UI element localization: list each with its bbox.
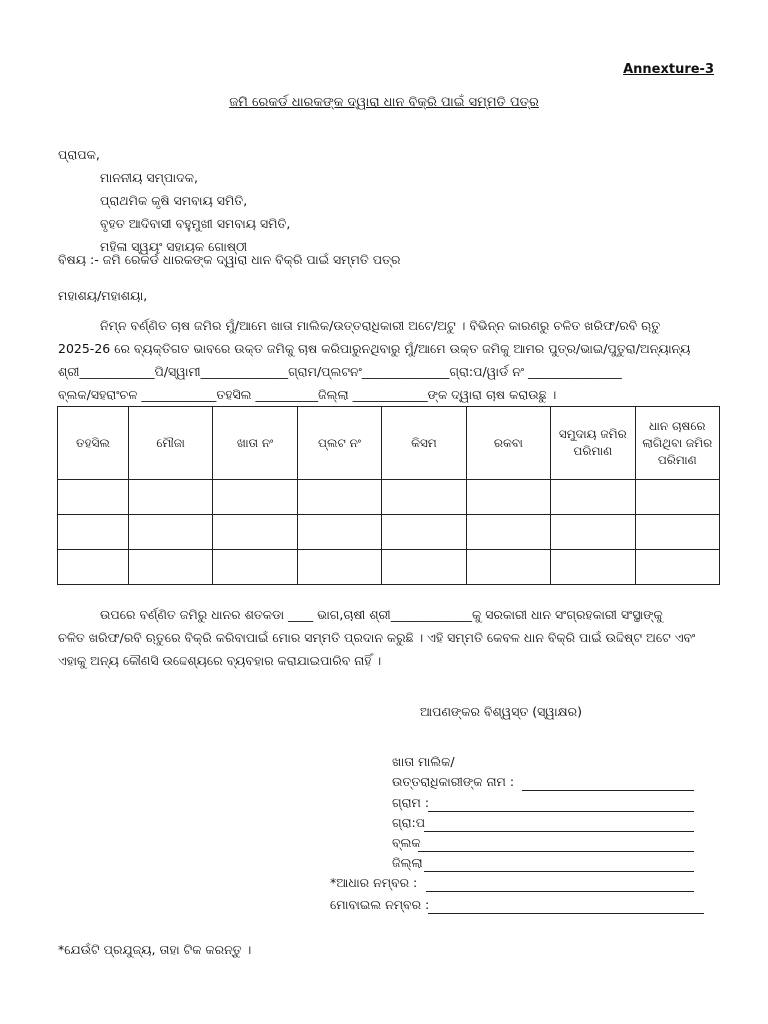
consent-line: ଚଳିତ ଖରିଫ/ରବି ଋତୁରେ ବିକ୍ରି କରିବାପାଇଁ ମୋର ସମ୍ମତି ପ୍ରଦାନ କରୁଛି । ଏହି ସମ୍ମତି କେବଳ ଧାନ ବିକ୍ରି ପାଇଁ ଉଦ୍ଦିଷ୍ଟ ଅଟେ ଏବଂ [58, 630, 696, 645]
table-cell[interactable] [466, 515, 550, 550]
owner-label: ଖାତା ମାଲିକ/ [392, 754, 455, 769]
column-header-rakaba: ରକବା [466, 407, 550, 480]
column-header-paddy-area: ଧାନ ଚାଷରେ ଲାଗିଥିବା ଜମିର ପରିମାଣ [635, 407, 719, 480]
recipient-line: ମହିଳା ସ୍ୱୟଂ ସହାୟକ ଗୋଷ୍ଠୀ [100, 239, 248, 254]
table-cell[interactable] [213, 550, 297, 585]
table-cell[interactable] [551, 550, 635, 585]
table-cell[interactable] [58, 480, 129, 515]
village-line[interactable] [428, 811, 694, 812]
land-details-table [57, 406, 720, 585]
district-label: ଜିଲ୍ଲା [392, 855, 423, 870]
table-row [58, 515, 720, 550]
heir-name-line[interactable] [522, 790, 694, 791]
column-header-khata-no: ଖାତା ନଂ [213, 407, 297, 480]
district-line[interactable] [424, 871, 694, 872]
body-paragraph [58, 314, 718, 406]
heir-name-label: ଉତ୍ତରାଧିକାରୀଙ୍କ ନାମ : [392, 774, 515, 789]
block-label: ବ୍ଲକ [392, 835, 421, 850]
table-row [58, 550, 720, 585]
mobile-label: ମୋବାଇଲ ନମ୍ବର : [330, 897, 430, 912]
table-cell[interactable] [635, 480, 719, 515]
recipient-line: ବୃହତ ଆଦିବାସୀ ବହୁମୁଖୀ ସମବାୟ ସମିତି, [100, 216, 291, 231]
body-line: ନିମ୍ନ ବର୍ଣ୍ଣିତ ଚାଷ ଜମିର ମୁଁ/ଆମେ ଖାତା ମାଲିକ/ଉତ୍ତରାଧିକାରୀ ଅଟେ/ଅଟୁ । ବିଭିନ୍ନ କାରଣରୁ ଚଳିତ ଖରିଫ/ରବି ଋତୁ [100, 318, 661, 333]
footnote [58, 938, 718, 961]
table-cell[interactable] [128, 550, 212, 585]
consent-line: ଉପରେ ବର୍ଣ୍ଣିତ ଜମିରୁ ଧାନର ଶତକଡା ____ ଭାଗ,ଚାଷୀ ଶ୍ରୀ_____________କୁ ସରକାରୀ ଧାନ ସଂଗ୍ରହକାରୀ ସଂସ୍ଥାଙ୍କୁ [100, 607, 663, 622]
table-cell[interactable] [382, 550, 466, 585]
body-line: 2025-26 ରେ ବ୍ୟକ୍ତିଗତ ଭାବରେ ଉକ୍ତ ଜମିକୁ ଚାଷ କରିପାରୁନଥିବାରୁ ମୁଁ/ଆମେ ଉକ୍ତ ଜମିକୁ ଆମର ପୁତ୍ର/ଭାଇ/ପୁତୁରା/ଅନ୍ୟାନ୍ୟ [58, 341, 691, 356]
subject-text: ବିଷୟ :- ଜମି ରେକର୍ଡ ଧାରକଙ୍କ ଦ୍ୱାରା ଧାନ ବିକ୍ରି ପାଇଁ ସମ୍ମତି ପତ୍ର [58, 252, 401, 267]
table-cell[interactable] [382, 515, 466, 550]
mobile-line[interactable] [428, 913, 704, 914]
salutation-text: ମହାଶୟ/ମହାଶୟା, [58, 288, 148, 303]
table-cell[interactable] [297, 480, 381, 515]
table-cell[interactable] [213, 515, 297, 550]
column-header-kisam: କିସମ [382, 407, 466, 480]
recipient-label: ପ୍ରାପକ, [58, 147, 100, 162]
footnote-text: *ଯେଉଁଟି ପ୍ରଯୁଜ୍ୟ, ତାହା ଟିକ କରନ୍ତୁ । [58, 942, 252, 957]
table-cell[interactable] [128, 480, 212, 515]
closing-text: ଆପଣଙ୍କର ବିଶ୍ୱସ୍ତ (ସ୍ୱାକ୍ଷର) [420, 704, 583, 719]
aadhaar-label: *ଆଧାର ନମ୍ବର : [330, 875, 418, 890]
table-cell[interactable] [466, 550, 550, 585]
block-line[interactable] [418, 851, 694, 852]
table-cell[interactable] [297, 515, 381, 550]
table-cell[interactable] [635, 550, 719, 585]
document-title: ଜମି ରେକର୍ଡ ଧାରକଙ୍କ ଦ୍ୱାରା ଧାନ ବିକ୍ରି ପାଇଁ ସମ୍ମତି ପତ୍ର [229, 95, 539, 110]
table-header-row [58, 407, 720, 480]
column-header-tahasil: ତହସିଲ [58, 407, 129, 480]
table-cell[interactable] [213, 480, 297, 515]
consent-paragraph [58, 603, 718, 672]
table-cell[interactable] [128, 515, 212, 550]
gram-panchayat-line[interactable] [424, 831, 694, 832]
table-cell[interactable] [551, 515, 635, 550]
table-cell[interactable] [382, 480, 466, 515]
recipient-line: ପ୍ରାଥମିକ କୃଷି ସମବାୟ ସମିତି, [100, 193, 248, 208]
table-cell[interactable] [635, 515, 719, 550]
column-header-plot-no: ପ୍ଲଟ ନଂ [297, 407, 381, 480]
body-line: ବ୍ଲକ/ସହରାଂଚଳ ____________ତହସିଲ __________ଜିଲ୍ଲା ____________ଙ୍କ ଦ୍ୱାରା ଚାଷ କରାଉଛୁ । [58, 387, 557, 402]
aadhaar-line[interactable] [426, 891, 694, 892]
village-label: ଗ୍ରାମ : [392, 795, 430, 810]
table-cell[interactable] [58, 515, 129, 550]
gram-panchayat-label: ଗ୍ରା:ପ [392, 815, 426, 830]
annexure-label: Annexture-3 [623, 62, 714, 77]
table-cell[interactable] [466, 480, 550, 515]
table-row [58, 480, 720, 515]
salutation [58, 284, 718, 307]
table-cell[interactable] [58, 550, 129, 585]
subject-line [58, 248, 718, 271]
column-header-total-area: ସମୁଦାୟ ଜମିର ପରିମାଣ [551, 407, 635, 480]
consent-line: ଏହାକୁ ଅନ୍ୟ କୌଣସି ଉଦ୍ଦେଶ୍ୟରେ ବ୍ୟବହାର କରାଯାଇପାରିବ ନାହିଁ । [58, 653, 382, 668]
table-cell[interactable] [551, 480, 635, 515]
recipient-line: ମାନନୀୟ ସମ୍ପାଦକ, [100, 170, 198, 185]
table-cell[interactable] [297, 550, 381, 585]
body-line: ଶ୍ରୀ____________ପି/ସ୍ୱାମୀ______________ଗ୍ରାମ/ପ୍ଲଟନଂ______________ଗ୍ରା:ପ/ୱାର୍ଡ ନଂ _______________ [58, 364, 622, 379]
column-header-mouza: ମୌଜା [128, 407, 212, 480]
recipient-block [58, 143, 718, 258]
